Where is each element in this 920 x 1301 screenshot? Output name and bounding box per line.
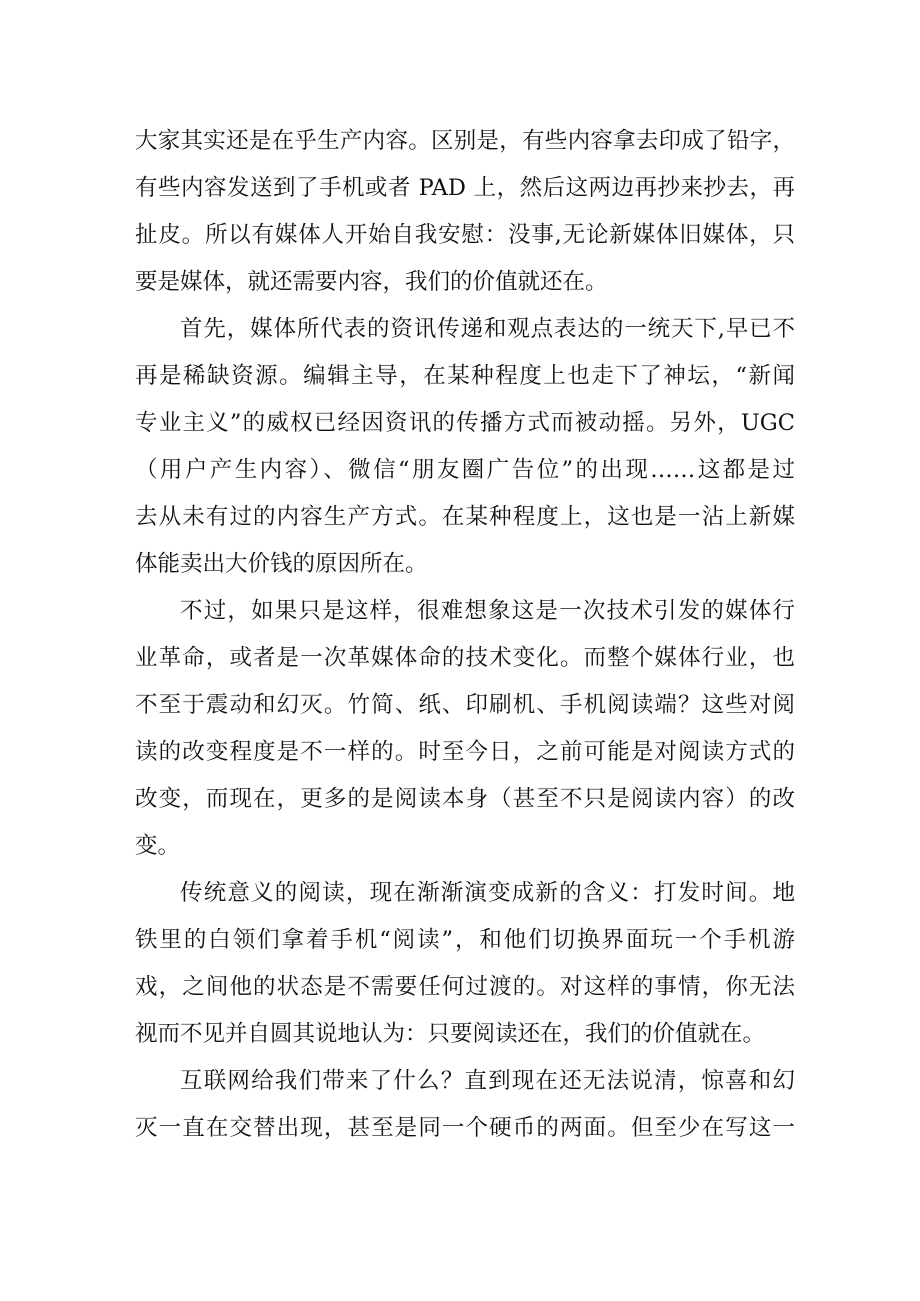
paragraph-1 xyxy=(135,118,795,306)
text-line: 扯皮。所以有媒体人开始自我安慰：没事,无论新媒体旧媒体，只 xyxy=(135,222,795,248)
text-line: 不至于震动和幻灭。竹简、纸、印刷机、手机阅读端？这些对阅 xyxy=(135,692,795,718)
paragraph-3 xyxy=(135,588,795,870)
text-line: 首先，媒体所代表的资讯传递和观点表达的一统天下,早已不 xyxy=(180,316,795,342)
text-line: 大家其实还是在乎生产内容。区别是，有些内容拿去印成了铅字， xyxy=(135,128,795,154)
text-line: 灭一直在交替出现，甚至是同一个硬币的两面。但至少在写这一 xyxy=(135,1115,795,1141)
text-line: 专业主义”的威权已经因资讯的传播方式而被动摇。另外，UGC xyxy=(135,410,795,436)
text-line: 再是稀缺资源。编辑主导，在某种程度上也走下了神坛，“新闻 xyxy=(135,363,795,389)
text-line: 有些内容发送到了手机或者 PAD 上，然后这两边再抄来抄去，再 xyxy=(135,175,795,201)
text-line: 互联网给我们带来了什么？直到现在还无法说清，惊喜和幻 xyxy=(180,1068,795,1094)
text-line: 去从未有过的内容生产方式。在某种程度上，这也是一沾上新媒 xyxy=(135,504,795,530)
text-line: 不过，如果只是这样，很难想象这是一次技术引发的媒体行 xyxy=(180,598,795,624)
text-line: 传统意义的阅读，现在渐渐演变成新的含义：打发时间。地 xyxy=(180,880,795,906)
text-line: 读的改变程度是不一样的。时至今日，之前可能是对阅读方式的 xyxy=(135,739,795,765)
text-line: （用户产生内容）、微信“朋友圈广告位”的出现……这都是过 xyxy=(135,457,795,483)
text-line: 要是媒体，就还需要内容，我们的价值就还在。 xyxy=(135,269,608,295)
article-body xyxy=(135,118,795,1152)
paragraph-5 xyxy=(135,1058,795,1152)
paragraph-4 xyxy=(135,870,795,1058)
text-line: 铁里的白领们拿着手机“阅读”，和他们切换界面玩一个手机游 xyxy=(135,927,795,953)
text-line: 业革命，或者是一次革媒体命的技术变化。而整个媒体行业，也 xyxy=(135,645,795,671)
text-line: 变。 xyxy=(135,833,181,859)
text-line: 改变，而现在，更多的是阅读本身（甚至不只是阅读内容）的改 xyxy=(135,786,795,812)
text-line: 戏，之间他的状态是不需要任何过渡的。对这样的事情，你无法 xyxy=(135,974,795,1000)
text-line: 视而不见并自圆其说地认为：只要阅读还在，我们的价值就在。 xyxy=(135,1021,766,1047)
paragraph-2 xyxy=(135,306,795,588)
text-line: 体能卖出大价钱的原因所在。 xyxy=(135,551,428,577)
